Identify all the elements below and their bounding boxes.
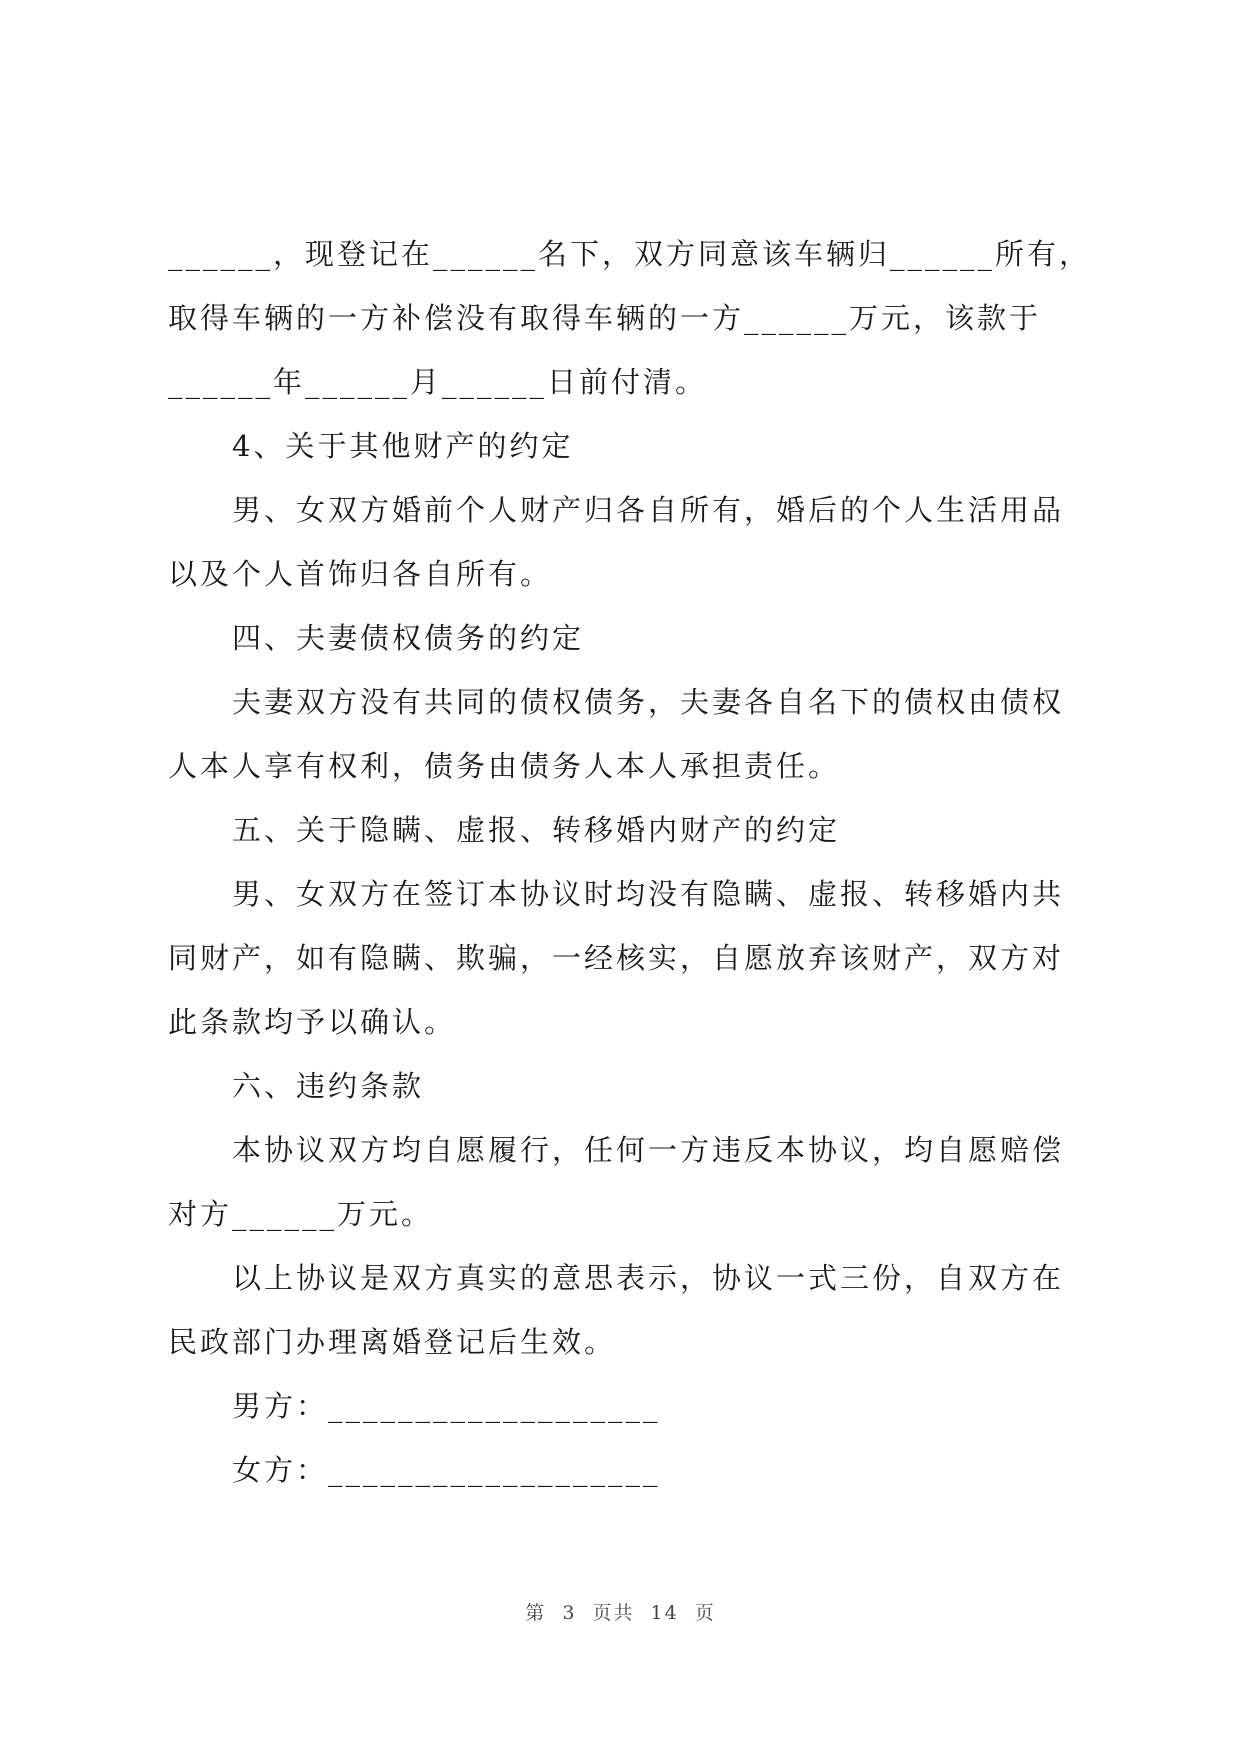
body-line: 以上协议是双方真实的意思表示，协议一式三份，自双方在 <box>232 1261 1065 1295</box>
body-line: 取得车辆的一方补偿没有取得车辆的一方______万元，该款于 <box>168 301 1042 335</box>
body-line: 对方______万元。 <box>168 1197 434 1231</box>
body-line: ______，现登记在______名下，双方同意该车辆归______所有， <box>168 237 1092 271</box>
body-line: 此条款均予以确认。 <box>168 1005 457 1039</box>
page-number: 第 3 页共 14 页 <box>525 1602 716 1624</box>
body-line: 人本人享有权利，债务由债务人本人承担责任。 <box>168 749 841 783</box>
body-line: 本协议双方均自愿履行，任何一方违反本协议，均自愿赔偿 <box>232 1133 1065 1167</box>
section-heading: 四、夫妻债权债务的约定 <box>232 621 585 655</box>
body-line: 民政部门办理离婚登记后生效。 <box>168 1325 617 1359</box>
body-line: 以及个人首饰归各自所有。 <box>168 557 553 591</box>
section-heading: 4、关于其他财产的约定 <box>232 429 574 463</box>
body-line: 男、女双方在签订本协议时均没有隐瞒、虚报、转移婚内共 <box>232 877 1065 911</box>
section-heading: 五、关于隐瞒、虚报、转移婚内财产的约定 <box>232 813 841 847</box>
body-line: ______年______月______日前付清。 <box>168 365 708 399</box>
body-line: 同财产，如有隐瞒、欺骗，一经核实，自愿放弃该财产，双方对 <box>168 941 1065 975</box>
signature-line-female: 女方：___________________ <box>232 1453 661 1487</box>
body-line: 夫妻双方没有共同的债权债务，夫妻各自名下的债权由债权 <box>232 685 1065 719</box>
signature-line-male: 男方：___________________ <box>232 1389 661 1423</box>
body-line: 男、女双方婚前个人财产归各自所有，婚后的个人生活用品 <box>232 493 1065 527</box>
document-body <box>168 222 1098 1502</box>
section-heading: 六、违约条款 <box>232 1069 425 1103</box>
